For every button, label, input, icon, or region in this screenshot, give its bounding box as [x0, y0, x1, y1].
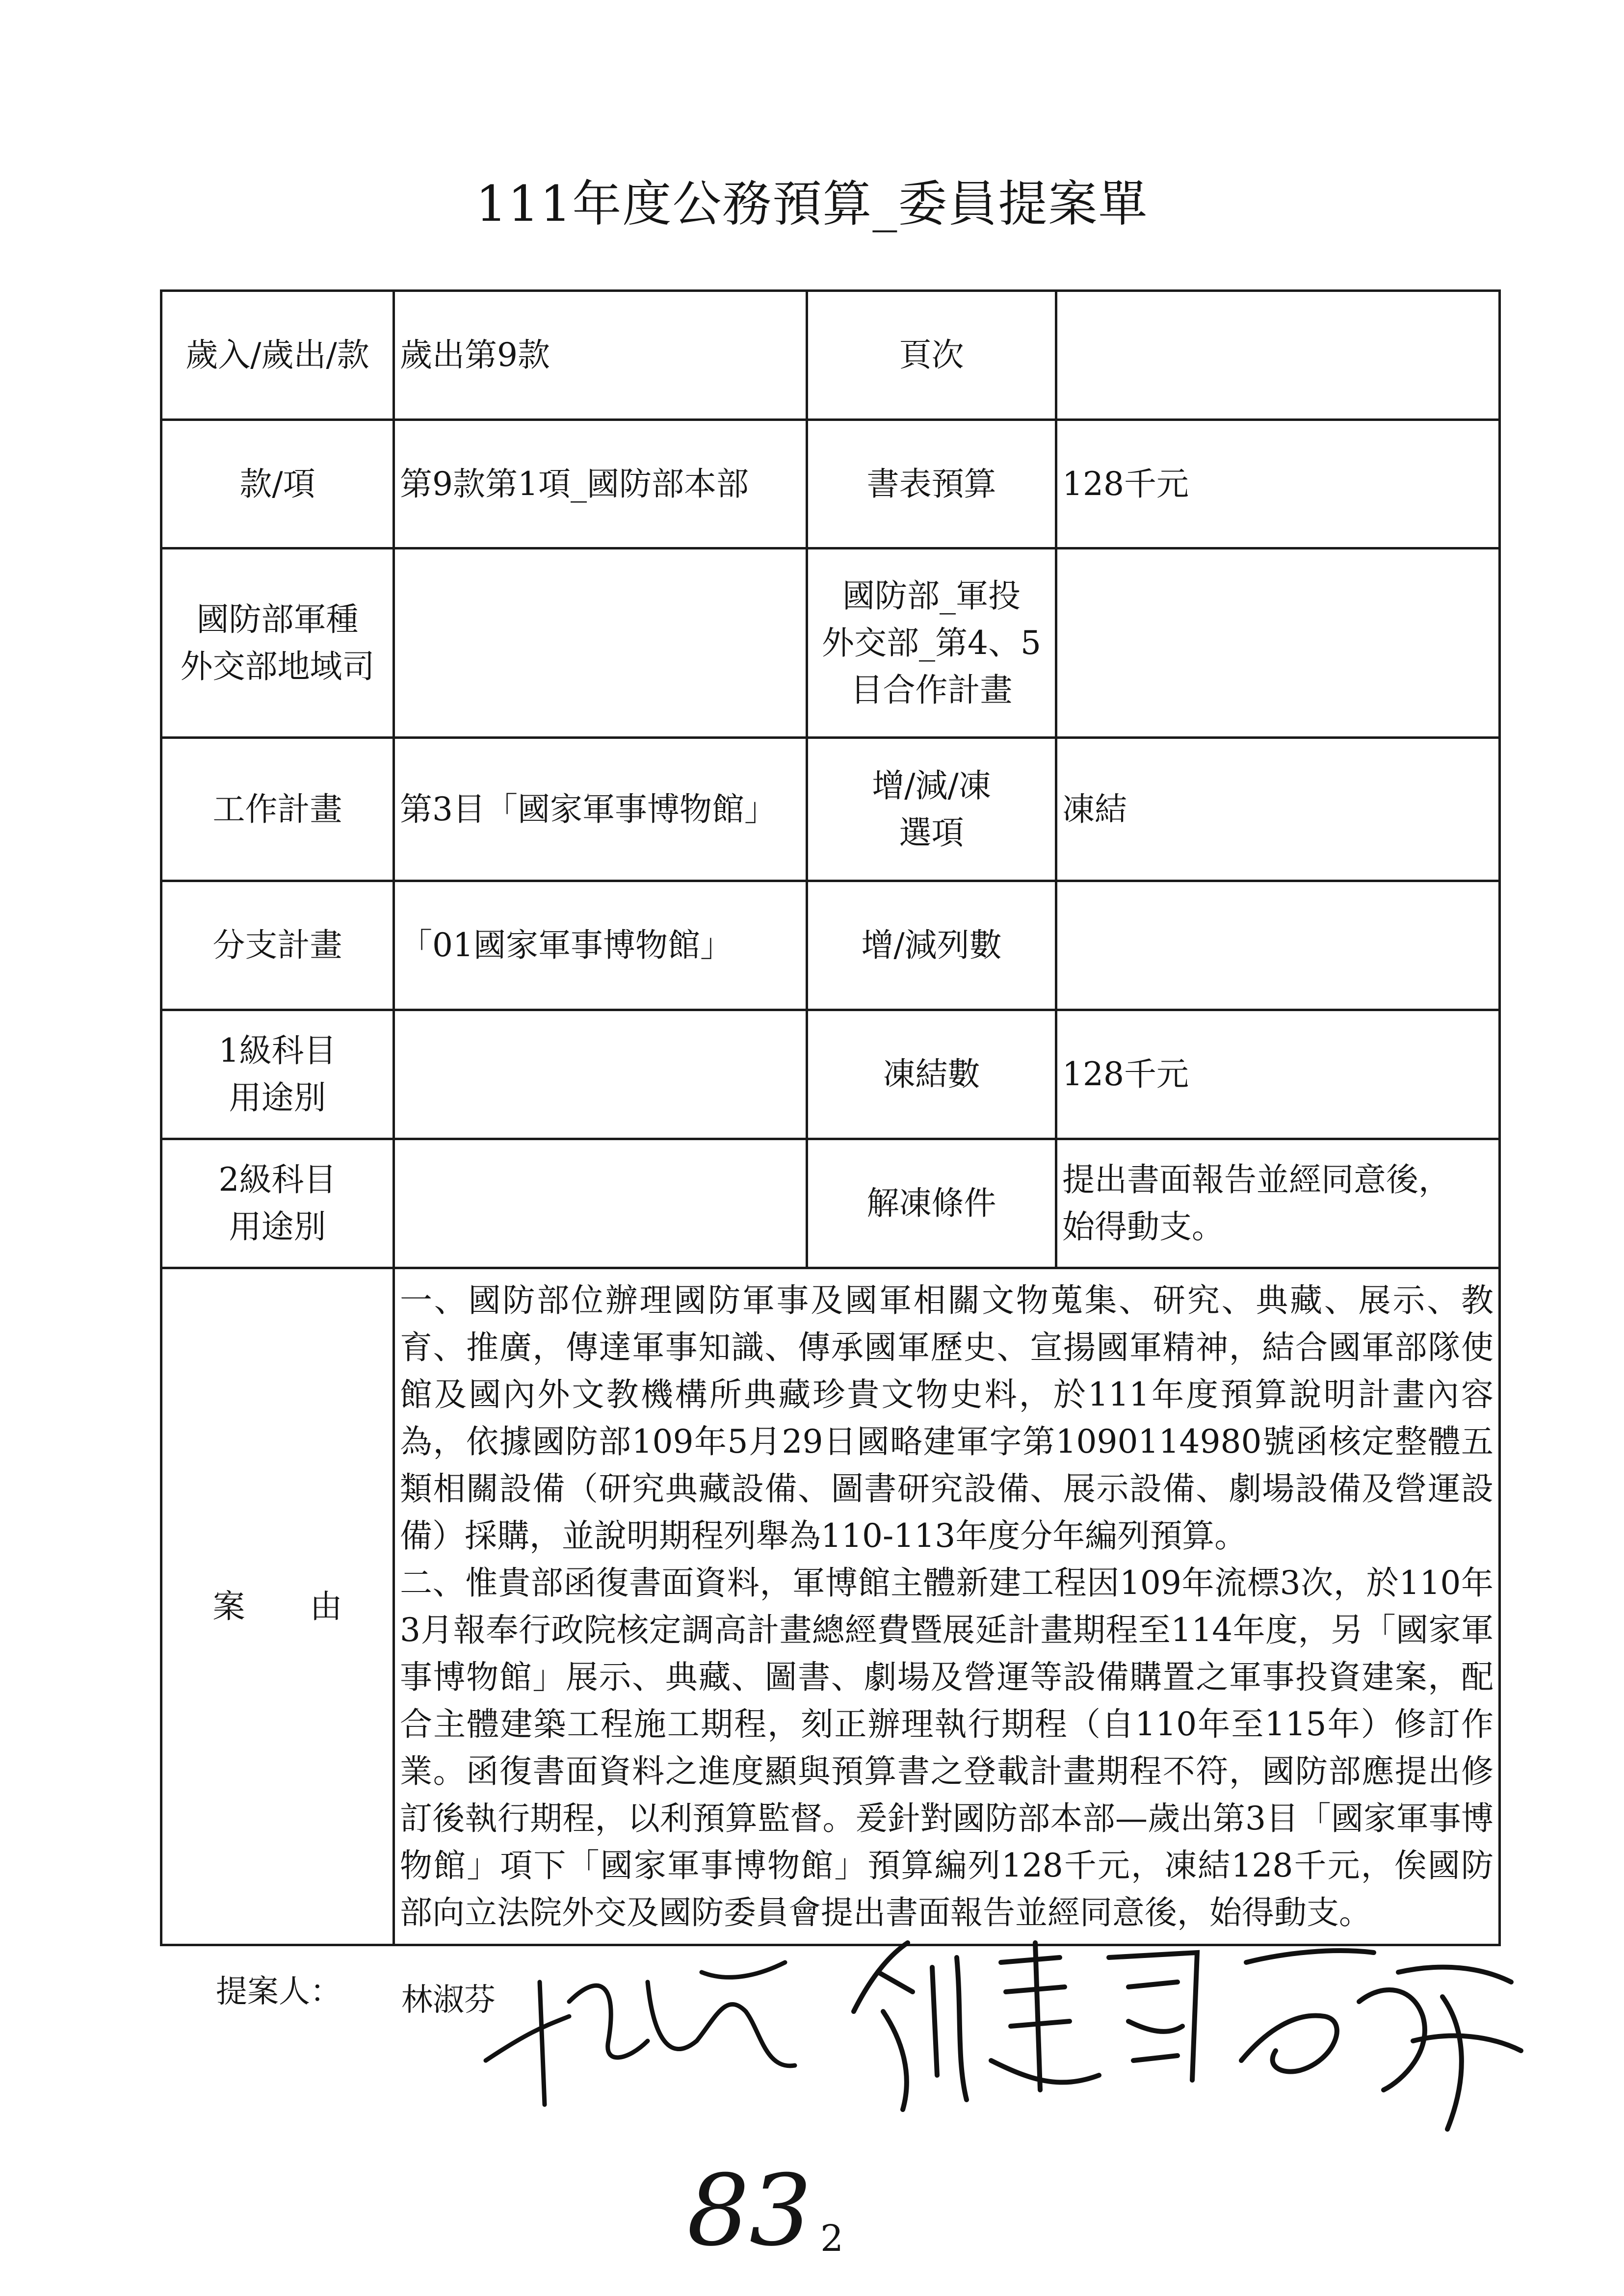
field-label: 增/減列數	[807, 881, 1056, 1010]
field-value: 歲出第9款	[394, 291, 807, 420]
field-label: 分支計畫	[161, 881, 394, 1010]
field-label: 解凍條件	[807, 1139, 1056, 1268]
signature-1	[471, 1943, 824, 2110]
form-row	[161, 738, 1500, 881]
field-label: 款/項	[161, 420, 394, 548]
field-label: 國防部軍種 外交部地域司	[161, 548, 394, 738]
field-label: 1級科目 用途別	[161, 1010, 394, 1139]
field-value	[1056, 881, 1500, 1010]
field-value: 第3目「國家軍事博物館」	[394, 738, 807, 881]
field-label: 2級科目 用途別	[161, 1139, 394, 1268]
field-label: 增/減/凍 選項	[807, 738, 1056, 881]
field-value: 128千元	[1056, 420, 1500, 548]
form-row	[161, 1139, 1500, 1268]
field-label: 歲入/歲出/款	[161, 291, 394, 420]
field-value: 提出書面報告並經同意後， 始得動支。	[1056, 1139, 1500, 1268]
reason-body	[394, 1268, 1500, 1945]
field-label: 頁次	[807, 291, 1056, 420]
field-label: 凍結數	[807, 1010, 1056, 1139]
reason-paragraph-2: 二、惟貴部函復書面資料，軍博館主體新建工程因109年流標3次，於110年3月報奉行政院核定調高計畫總經費暨展延計畫期程至114年度，另「國家軍事博物館」展示、典藏、圖書、劇場及營運等設備購置之軍事投資建案，配合主體建築工程施工期程，刻正辦理執行期程（自110年至115年）修訂作業。函復書面資料之進度顯與預算書之登載計畫期程不符，國防部應提出修訂後執行期程，以利預算監督。爰針對國防部本部—歲出第3目「國家軍事博物館」項下「國家軍事博物館」預算編列128千元，凍結128千元，俟國防部向立法院外交及國防委員會提出書面報告並經同意後，始得動支。	[400, 1564, 1493, 1931]
proposer-name: 林淑芬	[401, 1982, 496, 2018]
field-value	[394, 1139, 807, 1268]
proposer-label: 提案人：	[216, 1974, 341, 2010]
field-value	[394, 548, 807, 738]
field-value	[1056, 291, 1500, 420]
signature-3	[1236, 1933, 1531, 2149]
field-value: 第9款第1項_國防部本部	[394, 420, 807, 548]
document-title: 111年度公務預算_委員提案單	[475, 175, 1149, 233]
handwritten-page-number: 83	[687, 2154, 812, 2268]
reason-label: 案 由	[161, 1268, 394, 1945]
form-row	[161, 291, 1500, 420]
field-label: 國防部_軍投 外交部_第4、5 目合作計畫	[807, 548, 1056, 738]
page-number: 2	[820, 2218, 844, 2260]
field-value: 128千元	[1056, 1010, 1500, 1139]
form-row	[161, 420, 1500, 548]
field-value	[1056, 548, 1500, 738]
form-row	[161, 881, 1500, 1010]
field-value	[394, 1010, 807, 1139]
field-value: 凍結	[1056, 738, 1500, 881]
reason-paragraph-1: 一、國防部位辦理國防軍事及國軍相關文物蒐集、研究、典藏、展示、教育、推廣，傳達軍事知識、傳承國軍歷史、宣揚國軍精神，結合國軍部隊使館及國內外文教機構所典藏珍貴文物史料，於111年度預算說明計畫內容為，依據國防部109年5月29日國略建軍字第1090114980號函核定整體五類相關設備（研究典藏設備、圖書研究設備、展示設備、劇場設備及營運設備）採購，並說明期程列舉為110-113年度分年編列預算。	[400, 1281, 1493, 1555]
field-value: 「01國家軍事博物館」	[394, 881, 807, 1010]
signature-2	[834, 1913, 1217, 2119]
reason-row	[161, 1268, 1500, 1945]
proposal-form-table	[160, 289, 1501, 1946]
field-label: 工作計畫	[161, 738, 394, 881]
field-label: 書表預算	[807, 420, 1056, 548]
form-row	[161, 548, 1500, 738]
form-row	[161, 1010, 1500, 1139]
